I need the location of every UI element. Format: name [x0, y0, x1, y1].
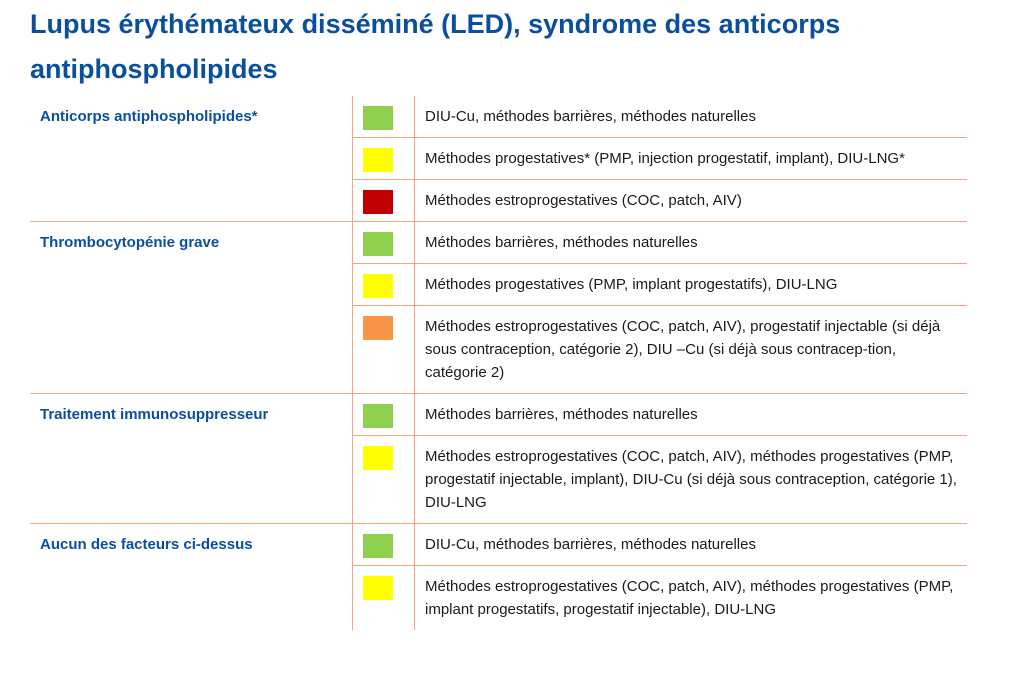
- category-swatch-yellow: [363, 148, 393, 172]
- category-swatch-cell: [353, 306, 415, 394]
- table-row: [30, 222, 967, 264]
- method-text: DIU-Cu, méthodes barrières, méthodes naturelles: [425, 108, 756, 125]
- table-row: [30, 524, 967, 566]
- category-swatch-green: [363, 232, 393, 256]
- risk-factor-label: Traitement immunosuppresseur: [30, 394, 353, 524]
- category-swatch-cell: [353, 96, 415, 138]
- risk-factor-label: Anticorps antiphospholipides*: [40, 108, 258, 125]
- method-text: Méthodes estroprogestatives (COC, patch, AIV): [415, 180, 968, 222]
- category-swatch-cell: [353, 394, 415, 436]
- page-title: Lupus érythémateux disséminé (LED), syndrome des anticorps antiphospholipides: [30, 9, 841, 84]
- method-text: Méthodes barrières, méthodes naturelles: [415, 222, 968, 264]
- category-swatch-cell: [353, 222, 415, 264]
- method-text: Méthodes barrières, méthodes naturelles: [415, 394, 968, 436]
- method-text: DIU-Cu, méthodes barrières, méthodes naturelles: [415, 524, 968, 566]
- category-swatch-green: [363, 534, 393, 558]
- method-text: Méthodes progestatives* (PMP, injection progestatif, implant), DIU-LNG*: [415, 138, 968, 180]
- table-body: [30, 96, 967, 630]
- method-text: Méthodes estroprogestatives (COC, patch, AIV), progestatif injectable (si déjà sous contraception, catégorie 2), DIU –Cu (si déjà sous contracep-tion, catégorie 2): [415, 306, 968, 394]
- category-swatch-cell: [353, 264, 415, 306]
- method-text: Méthodes progestatives (PMP, implant progestatifs), DIU-LNG: [415, 264, 968, 306]
- category-swatch-cell: [353, 524, 415, 566]
- table-row: [30, 96, 967, 138]
- category-swatch-green: [363, 106, 393, 130]
- category-swatch-cell: [353, 436, 415, 524]
- category-swatch-cell: [353, 180, 415, 222]
- category-swatch-cell: [353, 566, 415, 631]
- method-text: Méthodes estroprogestatives (COC, patch, AIV), méthodes progestatives (PMP, progestatif injectable, implant), DIU-Cu (si déjà sous contraception, catégorie 1), DIU-LNG: [415, 436, 968, 524]
- category-swatch-red: [363, 190, 393, 214]
- category-swatch-green: [363, 404, 393, 428]
- risk-factor-label: Aucun des facteurs ci-dessus: [30, 524, 353, 631]
- table-row: [30, 394, 967, 436]
- contraception-table: [30, 96, 967, 630]
- category-swatch-orange: [363, 316, 393, 340]
- method-text: Méthodes estroprogestatives (COC, patch, AIV), méthodes progestatives (PMP, implant progestatifs, progestatif injectable), DIU-LNG: [415, 566, 968, 631]
- category-swatch-cell: [353, 138, 415, 180]
- risk-factor-label: Thrombocytopénie grave: [30, 222, 353, 394]
- category-swatch-yellow: [363, 576, 393, 600]
- category-swatch-yellow: [363, 446, 393, 470]
- category-swatch-yellow: [363, 274, 393, 298]
